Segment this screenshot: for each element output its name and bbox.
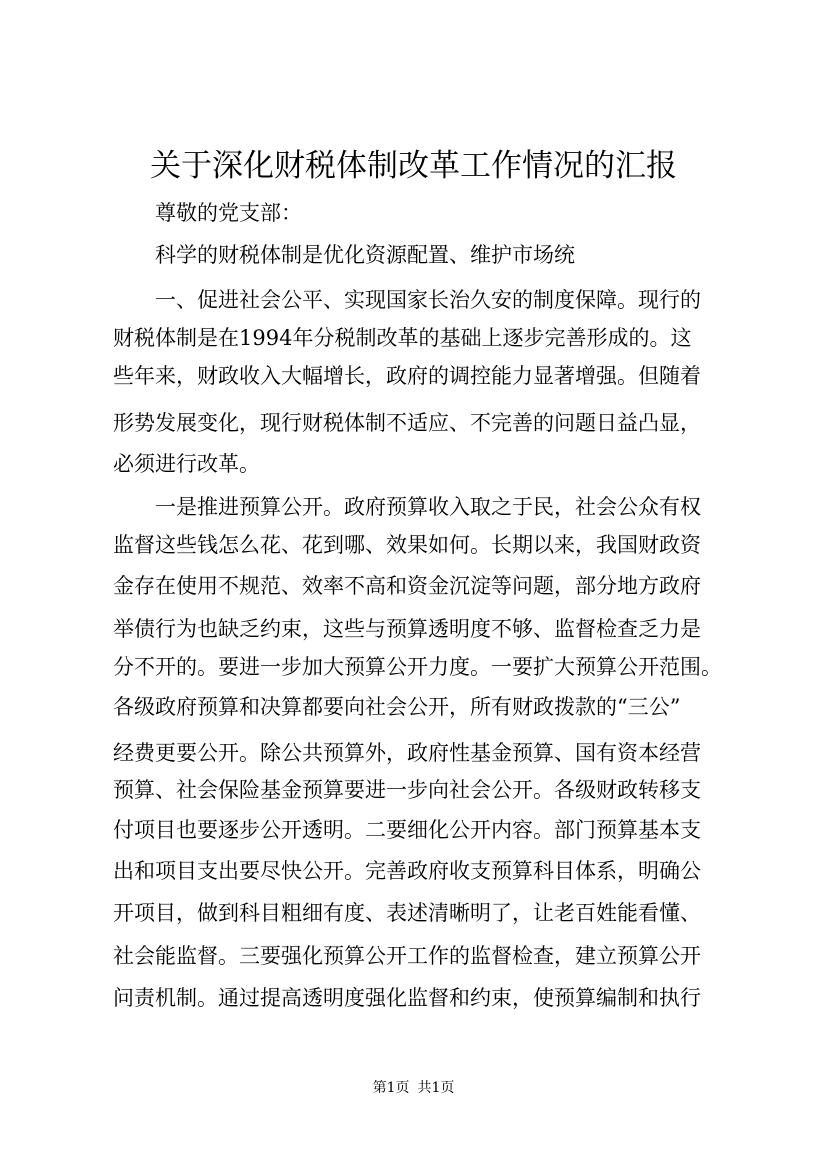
- body-line: 经费更要公开。除公共预算外，政府性基金预算、国有资本经营: [113, 741, 701, 765]
- body-line: 问责机制。通过提高透明度强化监督和约束，使预算编制和执行: [113, 986, 701, 1010]
- body-line: 开项目，做到科目粗细有度、表述清晰明了，让老百姓能看懂、: [113, 901, 701, 925]
- document-title: 关于深化财税体制改革工作情况的汇报: [150, 148, 677, 184]
- body-line: 形势发展变化，现行财税体制不适应、不完善的问题日益凸显，: [113, 411, 701, 435]
- body-line: 一是推进预算公开。政府预算收入取之于民，社会公众有权: [155, 495, 701, 519]
- salutation: 尊敬的党支部：: [155, 201, 302, 225]
- page-number: 第1页: [372, 1080, 410, 1096]
- body-line: 些年来，财政收入大幅增长，政府的调控能力显著增强。但随着: [113, 364, 701, 388]
- body-line: 分不开的。要进一步加大预算公开力度。一要扩大预算公开范围。: [113, 655, 722, 679]
- body-line: 监督这些钱怎么花、花到哪、效果如何。长期以来，我国财政资: [113, 533, 701, 557]
- body-line: 付项目也要逐步公开透明。二要细化公开内容。部门预算基本支: [113, 818, 701, 842]
- body-line: 金存在使用不规范、效率不高和资金沉淀等问题，部分地方政府: [113, 574, 701, 598]
- body-line: 科学的财税体制是优化资源配置、维护市场统: [155, 243, 575, 267]
- body-line: 举债行为也缺乏约束，这些与预算透明度不够、监督检查乏力是: [113, 617, 701, 641]
- body-line: 必须进行改革。: [113, 452, 260, 476]
- page-total: 共1页: [417, 1080, 455, 1096]
- body-line: 预算、社会保险基金预算要进一步向社会公开。各级财政转移支: [113, 778, 701, 802]
- body-line: 各级政府预算和决算都要向社会公开，所有财政拨款的“三公”: [113, 695, 681, 719]
- body-line: 出和项目支出要尽快公开。完善政府收支预算科目体系，明确公: [113, 859, 701, 883]
- body-line: 一、促进社会公平、实现国家长治久安的制度保障。现行的: [155, 288, 701, 312]
- page-footer: [0, 1078, 827, 1098]
- body-line: 社会能监督。三要强化预算公开工作的监督检查，建立预算公开: [113, 944, 701, 968]
- body-line: 财税体制是在1994年分税制改革的基础上逐步完善形成的。这: [113, 326, 692, 350]
